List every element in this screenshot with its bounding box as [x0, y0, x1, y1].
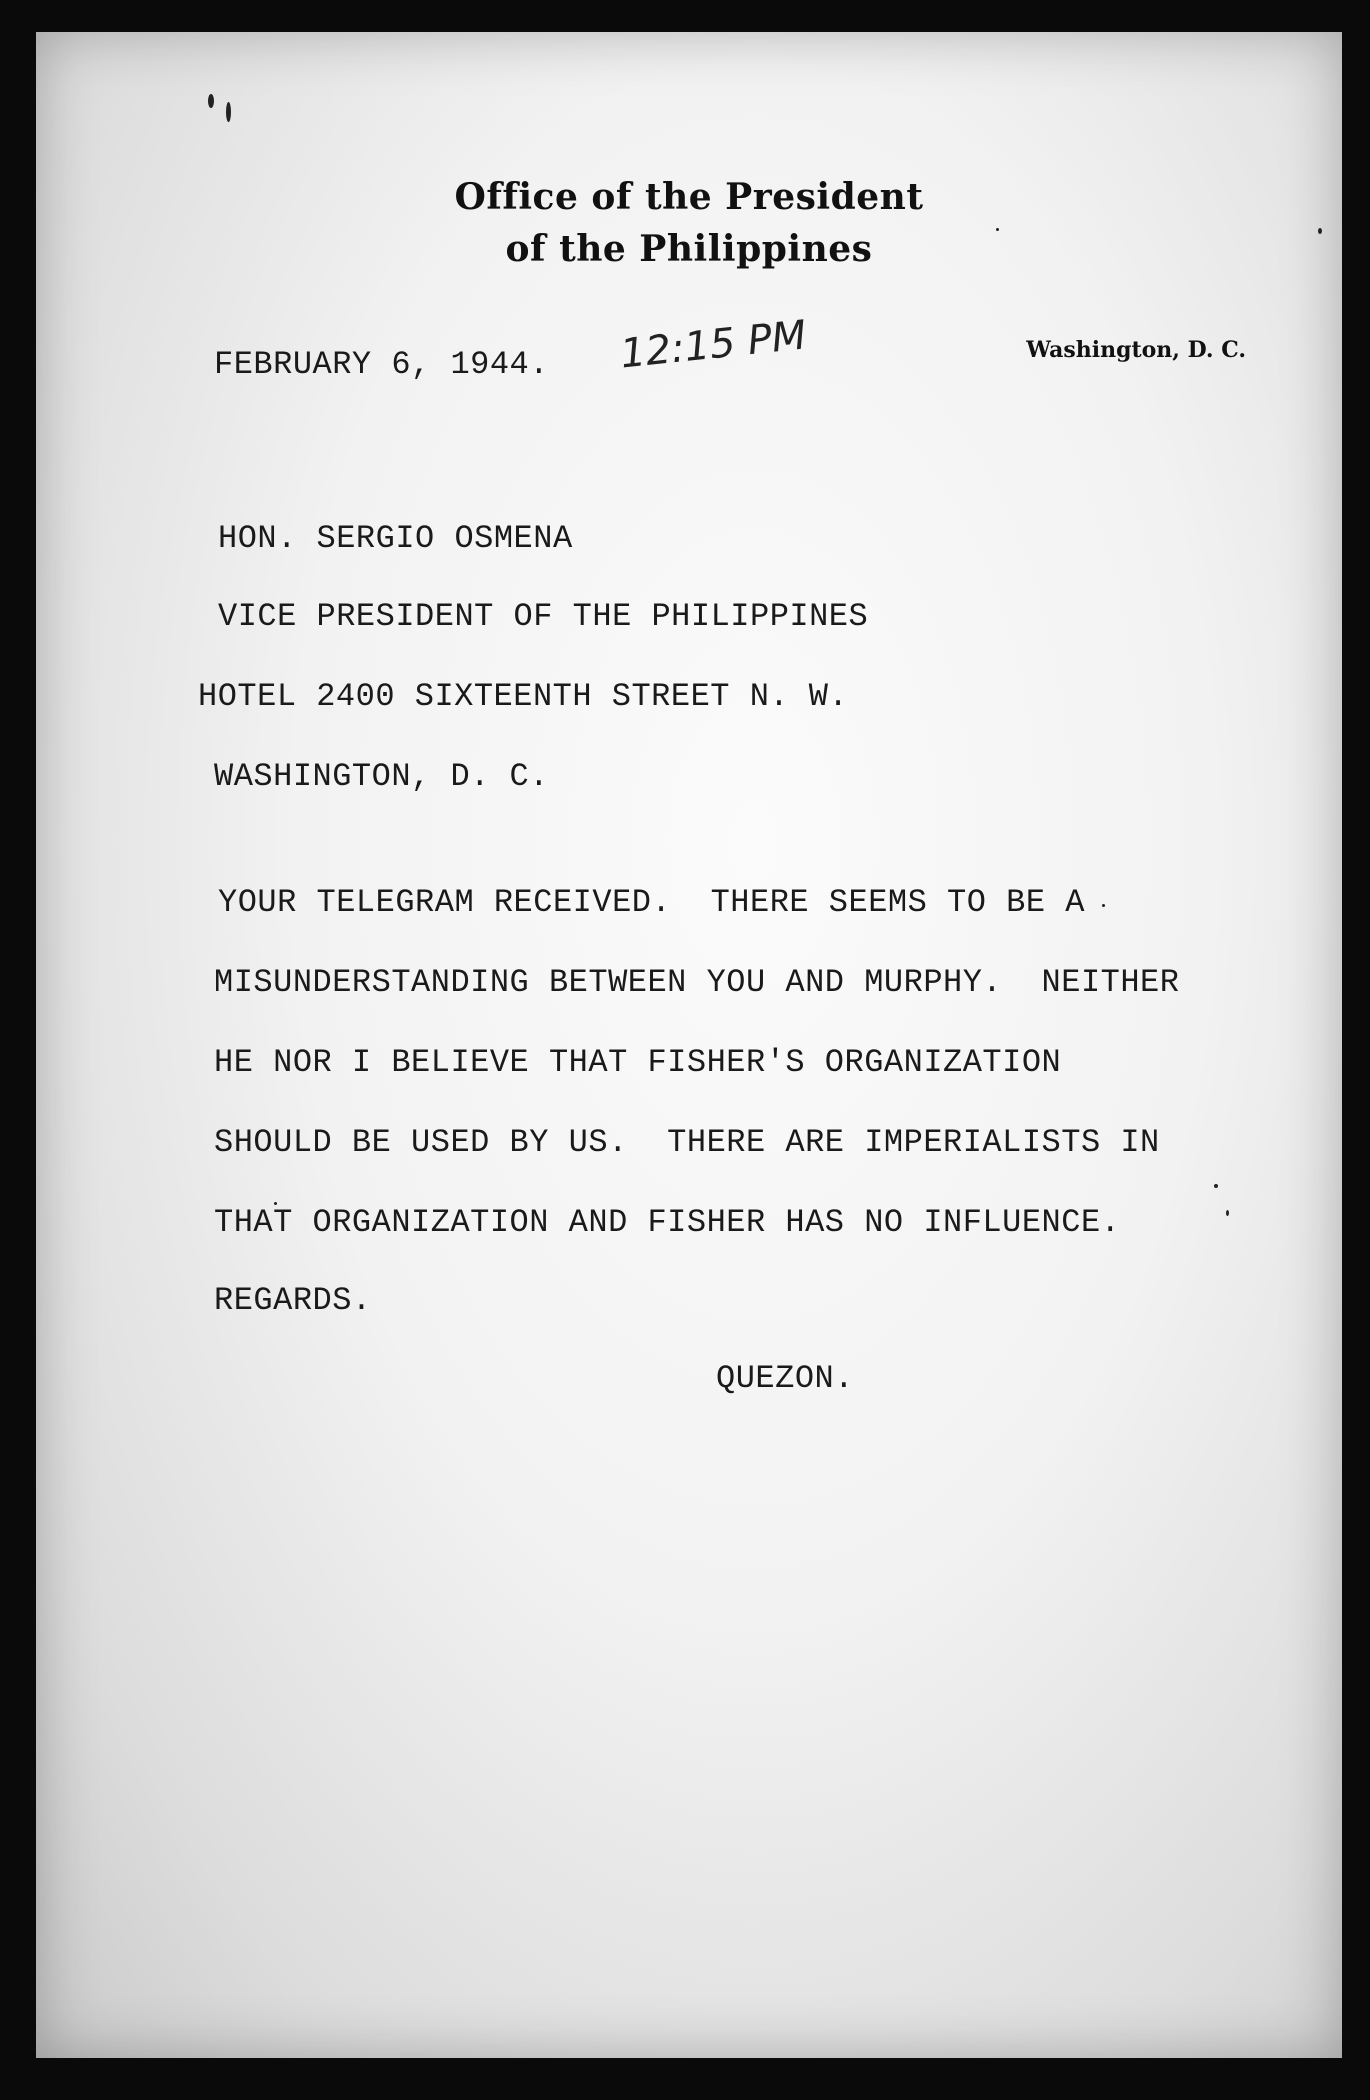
letterhead-line-1: Office of the President	[454, 176, 924, 218]
body-line-2: MISUNDERSTANDING BETWEEN YOU AND MURPHY. NEITHER	[214, 964, 1180, 1001]
scan-speck	[226, 102, 231, 122]
body-line-6: REGARDS.	[214, 1282, 372, 1319]
scan-speck	[208, 94, 214, 108]
addressee-line-1: HON. SERGIO OSMENA	[218, 520, 573, 557]
signature: QUEZON.	[716, 1360, 854, 1397]
addressee-line-3: HOTEL 2400 SIXTEENTH STREET N. W.	[198, 678, 849, 715]
letter-date: FEBRUARY 6, 1944.	[214, 346, 549, 383]
body-line-4: SHOULD BE USED BY US. THERE ARE IMPERIALISTS IN	[214, 1124, 1160, 1161]
body-line-3: HE NOR I BELIEVE THAT FISHER'S ORGANIZATION	[214, 1044, 1062, 1081]
scan-speck	[1214, 1184, 1218, 1188]
letterhead-place: Washington, D. C.	[1026, 337, 1246, 363]
document-page	[36, 32, 1342, 2058]
addressee-line-4: WASHINGTON, D. C.	[214, 758, 549, 795]
body-line-5: THAT ORGANIZATION AND FISHER HAS NO INFLUENCE.	[214, 1204, 1121, 1241]
letterhead-line-2: of the Philippines	[505, 228, 873, 270]
addressee-line-2: VICE PRESIDENT OF THE PHILIPPINES	[218, 598, 869, 635]
body-line-1: YOUR TELEGRAM RECEIVED. THERE SEEMS TO BE A	[218, 884, 1085, 921]
handwritten-time-note: 12:15 PM	[618, 312, 809, 378]
scan-speck	[1226, 1210, 1229, 1216]
scan-speck	[1102, 904, 1105, 907]
